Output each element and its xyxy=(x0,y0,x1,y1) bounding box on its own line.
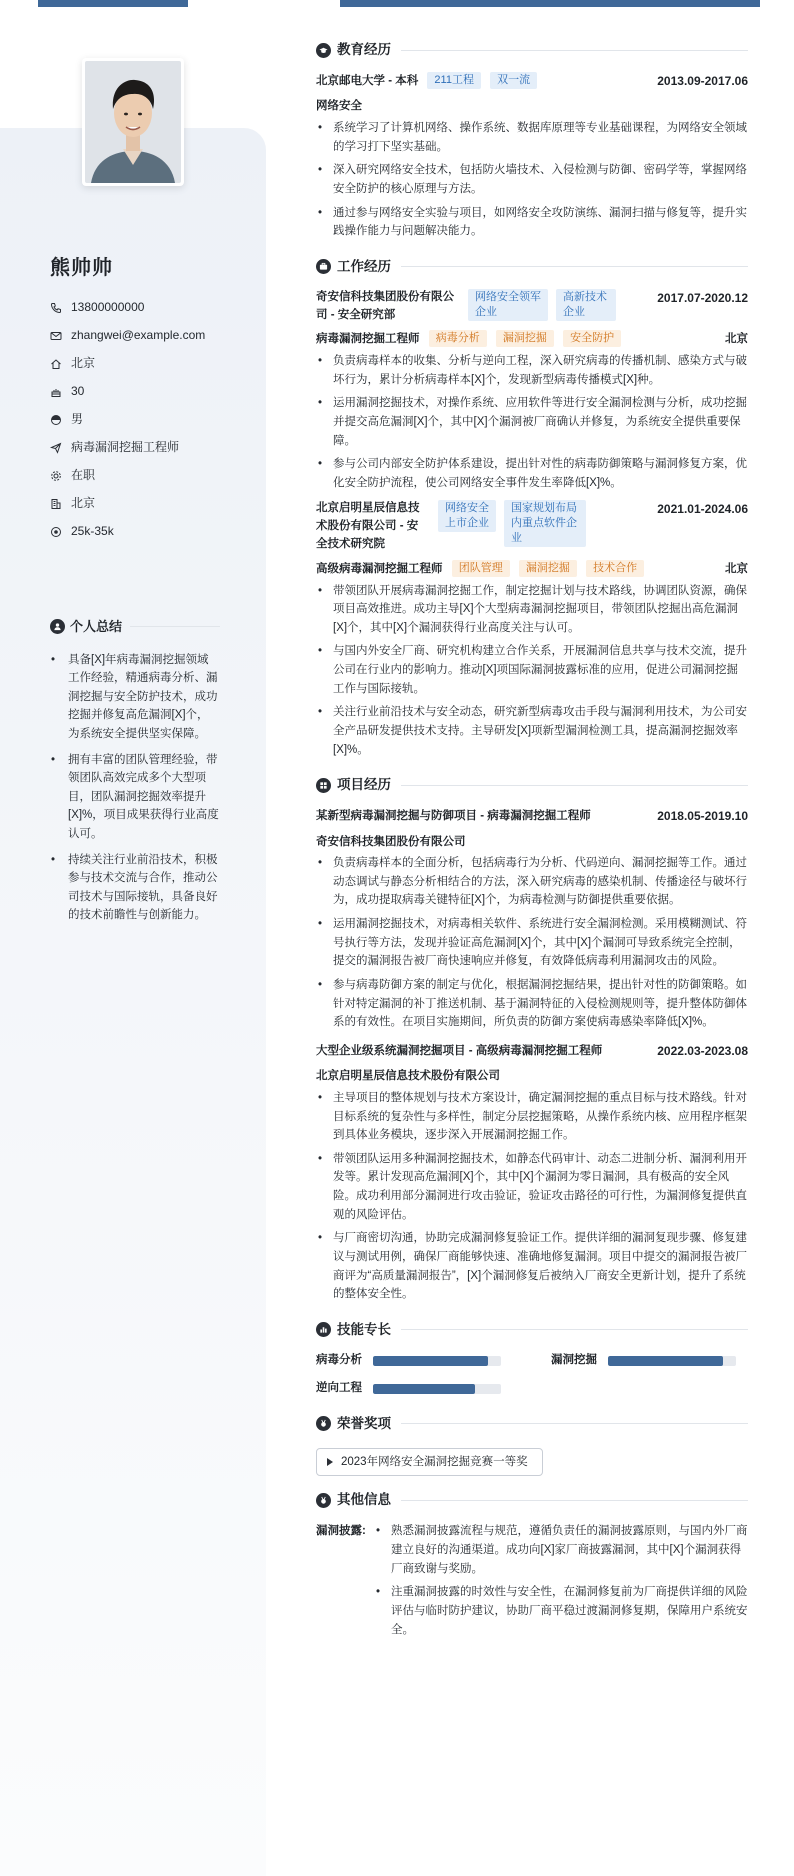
job-date: 2017.07-2020.12 xyxy=(657,290,748,305)
projects-section xyxy=(316,773,748,1304)
project-detail: • 参与病毒防御方案的制定与优化，根据漏洞挖掘结果，提出针对性的防御策略。如针对特定漏洞的补丁推送机制、基于漏洞特征的入侵检测规则等，提升整体防御体系的有效性。在项目实施期间，所负责的防御方案使病毒感染率降低[X]%。 xyxy=(316,976,748,1032)
education-tag: 211工程 xyxy=(427,72,481,89)
education-tag: 双一流 xyxy=(490,72,537,89)
skill-name: 漏洞挖掘 xyxy=(551,1354,597,1367)
work-heading xyxy=(316,255,748,279)
project-details xyxy=(316,1089,748,1304)
mail-icon xyxy=(50,330,62,342)
education-header-row xyxy=(316,72,748,91)
other-label: 漏洞披露: xyxy=(316,1525,366,1538)
other-section xyxy=(316,1488,748,1644)
project-entry xyxy=(316,1042,748,1304)
summary-list xyxy=(50,651,220,932)
project-date: 2018.05-2019.10 xyxy=(657,809,748,824)
avatar xyxy=(82,58,184,186)
company-tag: 网络安全上市企业 xyxy=(438,500,496,532)
info-status xyxy=(50,462,205,490)
project-detail: • 与厂商密切沟通，协助完成漏洞修复验证工作。提供详细的漏洞复现步骤、修复建议与测试用例，确保厂商能够快速、准确地修复漏洞。项目中提交的漏洞报告被厂商评为“高质量漏洞报告”，[X]个漏洞修复后被纳入厂商安全更新计划，提升了系统的整体安全性。 xyxy=(316,1229,748,1304)
role-tag: 团队管理 xyxy=(452,560,510,577)
skill-item xyxy=(316,1380,513,1398)
other-heading xyxy=(316,1488,748,1512)
status-value: 在职 xyxy=(71,468,96,483)
company-tag: 高新技术企业 xyxy=(556,289,616,321)
work-title: 工作经历 xyxy=(337,258,391,274)
skill-bar-fill xyxy=(373,1356,488,1366)
skill-item xyxy=(316,1352,513,1370)
role-tag: 安全防护 xyxy=(563,330,621,347)
job-company: 奇安信科技集团股份有限公司 - 安全研究部 xyxy=(316,290,454,321)
job-duty: • 参与公司内部安全防护体系建设，提出针对性的病毒防御策略与漏洞修复方案，优化安全防护流程，使公司网络安全事件发生率降低[X]%。 xyxy=(316,455,748,492)
info-email xyxy=(50,322,205,350)
job-role-row xyxy=(316,330,748,349)
skill-bar xyxy=(373,1384,501,1394)
user-icon xyxy=(50,619,65,634)
info-gender xyxy=(50,406,205,434)
skill-bar xyxy=(608,1356,736,1366)
other-title: 其他信息 xyxy=(337,1492,391,1508)
briefcase-icon xyxy=(316,259,331,274)
award-text: 2023年网络安全漏洞挖掘竞赛一等奖 xyxy=(341,1455,528,1468)
other-list xyxy=(374,1522,748,1644)
company-tag: 网络安全领军企业 xyxy=(468,289,548,321)
coin-icon xyxy=(50,526,62,538)
education-list xyxy=(316,119,748,241)
skills-rule xyxy=(401,1329,748,1330)
other-info-row xyxy=(316,1522,748,1644)
awards-section xyxy=(316,1412,748,1477)
skill-item xyxy=(551,1352,748,1370)
job-company: 北京启明星辰信息技术股份有限公司 - 安全技术研究院 xyxy=(316,502,420,551)
summary-item: • 持续关注行业前沿技术，积极参与技术交流与合作，推动公司技术与国际接轨，具备良好的技术前瞻性与创新能力。 xyxy=(50,851,220,925)
summary-item: • 拥有丰富的团队管理经验，带领团队高效完成多个大型项目，团队漏洞挖掘效率提升[X]%，项目成果获得行业高度认可。 xyxy=(50,751,220,843)
play-icon xyxy=(327,1458,333,1466)
project-detail: • 主导项目的整体规划与技术方案设计，确定漏洞挖掘的重点目标与技术路线。针对目标系统的复杂性与多样性，制定分层挖掘策略，从操作系统内核、应用程序框架到具体业务模块，逐步深入开展漏洞挖掘工作。 xyxy=(316,1089,748,1145)
location-value: 北京 xyxy=(71,356,96,371)
project-detail: • 负责病毒样本的全面分析，包括病毒行为分析、代码逆向、漏洞挖掘等工作。通过动态调试与静态分析相结合的方法，深入研究病毒的感染机制、传播途径与破坏行为，成功提取病毒关键特征[X]个，为病毒检测与防御提供重要依据。 xyxy=(316,854,748,910)
other-rule xyxy=(401,1500,748,1501)
other-item: • 注重漏洞披露的时效性与安全性，在漏洞修复前为厂商提供详细的风险评估与临时防护建议，协助厂商平稳过渡漏洞修复期，保障用户系统安全。 xyxy=(374,1583,748,1639)
skill-name: 病毒分析 xyxy=(316,1354,362,1367)
project-details xyxy=(316,854,748,1032)
project-detail: • 带领团队运用多种漏洞挖掘技术，如静态代码审计、动态二进制分析、漏洞利用开发等。累计发现高危漏洞[X]个，其中[X]个漏洞为零日漏洞，具有极高的安全风险。成功利用部分漏洞进行攻击验证，验证攻击路径的可行性，为漏洞修复提供直观的风险评估。 xyxy=(316,1150,748,1225)
education-major: 网络安全 xyxy=(316,100,362,113)
summary-title: 个人总结 xyxy=(70,619,123,634)
role-tag: 病毒分析 xyxy=(429,330,487,347)
info-phone xyxy=(50,294,205,322)
job-duty: • 负责病毒样本的收集、分析与逆向工程，深入研究病毒的传播机制、感染方式与破坏行为，累计分析病毒样本[X]个，发现新型病毒传播模式[X]种。 xyxy=(316,352,748,389)
education-item: • 通过参与网络安全实验与项目，如网络安全攻防演练、漏洞扫描与修复等，提升实践操作能力与问题解决能力。 xyxy=(316,204,748,241)
info-age xyxy=(50,378,205,406)
project-header-row xyxy=(316,807,748,826)
skills-grid xyxy=(316,1352,748,1398)
medal-icon xyxy=(316,1416,331,1431)
role-tag: 漏洞挖掘 xyxy=(519,560,577,577)
education-item: • 系统学习了计算机网络、操作系统、数据库原理等专业基础课程，为网络安全领域的学习打下坚实基础。 xyxy=(316,119,748,156)
contact-info-list xyxy=(50,294,205,546)
summary-item: • 具备[X]年病毒漏洞挖掘领域工作经验，精通病毒分析、漏洞挖掘与安全防护技术，成功挖掘并修复高危漏洞[X]个，为系统安全提供坚实保障。 xyxy=(50,651,220,743)
job-entry xyxy=(316,289,748,493)
role-tag: 技术合作 xyxy=(586,560,644,577)
skill-bar xyxy=(373,1356,501,1366)
job-role: 病毒漏洞挖掘工程师 xyxy=(316,333,420,346)
send-icon xyxy=(50,442,62,454)
graduation-cap-icon xyxy=(316,43,331,58)
top-accent-bar-right xyxy=(340,0,760,7)
skill-name: 逆向工程 xyxy=(316,1382,362,1395)
home-icon xyxy=(50,358,62,370)
job-city: 北京 xyxy=(725,562,748,575)
email-value: zhangwei@example.com xyxy=(71,328,206,343)
skills-section xyxy=(316,1318,748,1398)
info-target-city xyxy=(50,490,205,518)
job-role: 高级病毒漏洞挖掘工程师 xyxy=(316,562,443,575)
bar-chart-icon xyxy=(316,1322,331,1337)
education-rule xyxy=(401,50,748,51)
main-content xyxy=(316,38,748,1644)
salary-value: 25k-35k xyxy=(71,524,114,539)
medal-icon xyxy=(316,1493,331,1508)
candidate-name: 熊帅帅 xyxy=(50,257,113,279)
cake-icon xyxy=(50,386,62,398)
target-city-value: 北京 xyxy=(71,496,96,511)
top-accent-bar-left xyxy=(38,0,188,7)
summary-heading xyxy=(50,616,220,637)
job-duties xyxy=(316,352,748,492)
education-date: 2013.09-2017.06 xyxy=(657,74,748,88)
awards-rule xyxy=(401,1423,748,1424)
gender-value: 男 xyxy=(71,412,84,427)
summary-rule xyxy=(130,626,220,627)
role-tag: 漏洞挖掘 xyxy=(496,330,554,347)
company-tag: 国家规划布局内重点软件企业 xyxy=(504,500,586,547)
job-date: 2021.01-2024.06 xyxy=(657,502,748,517)
project-header-row xyxy=(316,1042,748,1061)
award-item xyxy=(316,1448,543,1477)
education-section xyxy=(316,38,748,241)
grid-icon xyxy=(316,778,331,793)
job-duty: • 关注行业前沿技术与安全动态，研究新型病毒攻击手段与漏洞利用技术，为公司安全产品研发提供技术支持。主导研发[X]项新型漏洞检测工具，提高漏洞挖掘效率[X]%。 xyxy=(316,703,748,759)
skills-heading xyxy=(316,1318,748,1342)
education-item: • 深入研究网络安全技术，包括防火墙技术、入侵检测与防御、密码学等，掌握网络安全防护的核心原理与方法。 xyxy=(316,161,748,198)
project-entry xyxy=(316,807,748,1032)
gender-icon xyxy=(50,414,62,426)
job-entry xyxy=(316,500,748,759)
work-rule xyxy=(401,266,748,267)
job-header-row xyxy=(316,289,748,325)
awards-title: 荣誉奖项 xyxy=(337,1415,391,1431)
education-title: 教育经历 xyxy=(337,42,391,58)
job-duties xyxy=(316,582,748,760)
phone-value: 13800000000 xyxy=(71,300,145,315)
job-duty: • 运用漏洞挖掘技术，对操作系统、应用软件等进行安全漏洞检测与分析，成功挖掘并提交高危漏洞[X]个，其中[X]个漏洞被厂商确认并修复，为系统安全提供重要保障。 xyxy=(316,394,748,450)
job-duty: • 与国内外安全厂商、研究机构建立合作关系，开展漏洞信息共享与技术交流，提升公司在行业内的影响力。推动[X]项国际漏洞披露标准的应用，促进公司漏洞挖掘工作与国际接轨。 xyxy=(316,642,748,698)
projects-heading xyxy=(316,773,748,797)
education-heading xyxy=(316,38,748,62)
age-value: 30 xyxy=(71,384,85,399)
avatar-photo xyxy=(85,61,181,183)
school-name: 北京邮电大学 - 本科 xyxy=(316,75,419,87)
skills-title: 技能专长 xyxy=(337,1321,391,1337)
work-section xyxy=(316,255,748,759)
gear-icon xyxy=(50,470,62,482)
info-location xyxy=(50,350,205,378)
job-header-row xyxy=(316,500,748,553)
job-duty: • 带领团队开展病毒漏洞挖掘工作，制定挖掘计划与技术路线，协调团队资源，确保项目高效推进。成功主导[X]个大型病毒漏洞挖掘项目，带领团队挖掘出高危漏洞[X]个，其中[X]个漏洞获得行业高度关注与认可。 xyxy=(316,582,748,638)
other-item: • 熟悉漏洞披露流程与规范，遵循负责任的漏洞披露原则，与国内外厂商建立良好的沟通渠道。成功向[X]家厂商披露漏洞，其中[X]个漏洞获得厂商致谢与奖励。 xyxy=(374,1522,748,1578)
project-detail: • 运用漏洞挖掘技术，对病毒相关软件、系统进行安全漏洞检测。采用模糊测试、符号执行等方法，发现并验证高危漏洞[X]个，其中[X]个漏洞可导致系统完全控制，提交的漏洞报告被厂商快速响应并修复，有效降低病毒利用漏洞攻击的风险。 xyxy=(316,915,748,971)
position-value: 病毒漏洞挖掘工程师 xyxy=(71,440,180,455)
projects-title: 项目经历 xyxy=(337,777,391,793)
phone-icon xyxy=(50,302,62,314)
skill-bar-fill xyxy=(373,1384,475,1394)
projects-rule xyxy=(401,785,748,786)
project-company: 奇安信科技集团股份有限公司 xyxy=(316,835,466,848)
awards-heading xyxy=(316,1412,748,1436)
job-city: 北京 xyxy=(725,333,748,346)
info-salary xyxy=(50,518,205,546)
project-company: 北京启明星辰信息技术股份有限公司 xyxy=(316,1070,500,1083)
project-date: 2022.03-2023.08 xyxy=(657,1043,748,1058)
project-name: 大型企业级系统漏洞挖掘项目 - 高级病毒漏洞挖掘工程师 xyxy=(316,1044,603,1057)
job-role-row xyxy=(316,560,748,579)
skill-bar-fill xyxy=(608,1356,723,1366)
info-position xyxy=(50,434,205,462)
building-icon xyxy=(50,498,62,510)
project-name: 某新型病毒漏洞挖掘与防御项目 - 病毒漏洞挖掘工程师 xyxy=(316,810,591,823)
